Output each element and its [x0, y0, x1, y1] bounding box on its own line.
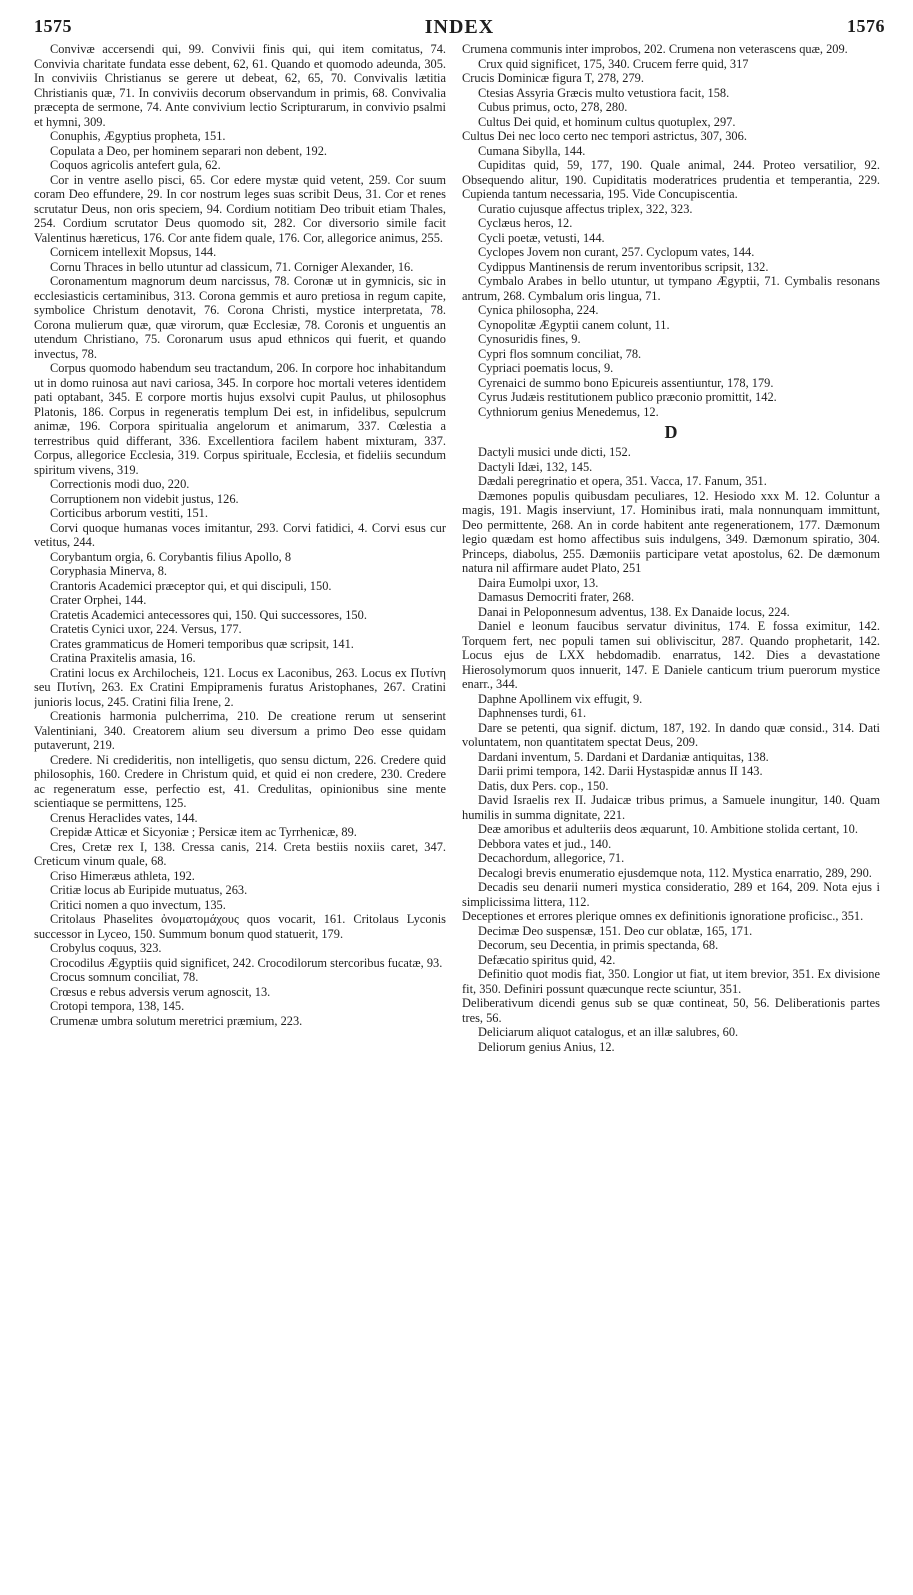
page-number-right: 1576	[847, 16, 885, 36]
index-entry: Conuphis, Ægyptius propheta, 151.	[50, 129, 226, 143]
index-entry: Cubus primus, octo, 278, 280.	[478, 100, 628, 114]
index-entry: Decalogi brevis enumeratio ejusdemque nota, 112. Mystica enarratio, 289, 290.	[478, 865, 872, 880]
index-entry: Damasus Democriti frater, 268.	[478, 590, 635, 604]
index-entry: Coronamentum magnorum deum narcissus, 78. Coronæ ut in gymnicis, sic in ecclesiasticis certaminibus, 313. Corona gemmis et auro pretiosa in regum capite, symbolice Christum denotavit, 76. Corona Christi, mystice interpretata, 78. Corona mulierum quæ, quæ virorum, quæ Ecclesiæ, 78. Coronis et unguentis an utendum Christiano, 75. Coronarum usus apud ethnicos qui fuerit, et quando invectus, 78.	[34, 274, 446, 361]
index-entry: Daphnenses turdi, 61.	[478, 706, 587, 720]
index-entry: Decimæ Deo suspensæ, 151. Deo cur oblatæ, 165, 171.	[478, 923, 753, 938]
running-title: INDEX	[424, 16, 495, 38]
index-entry: Criso Himeræus athleta, 192.	[50, 868, 195, 883]
index-entry: Defæcatio spiritus quid, 42.	[478, 952, 616, 967]
index-entry: Crocodilus Ægyptiis quid significet, 242. Crocodilorum stercoribus fucatæ, 93.	[50, 955, 443, 970]
right-entries-c	[462, 42, 880, 419]
index-entry: Dædali peregrinatio et opera, 351. Vacca, 17. Fanum, 351.	[478, 474, 767, 488]
index-entry: Cyclæus heros, 12.	[478, 216, 573, 230]
page-number-left: 1575	[34, 16, 72, 36]
right-column	[462, 42, 880, 1572]
index-entry: Cultus Dei quid, et hominum cultus quotuplex, 297.	[478, 114, 736, 129]
index-entry: Crates grammaticus de Homeri temporibus quæ scripsit, 141.	[50, 636, 354, 651]
index-entry: Corvi quoque humanas voces imitantur, 293. Corvi fatidici, 4. Corvi esus cur vetitus, 244.	[34, 520, 446, 549]
index-entry: Cultus Dei nec loco certo nec tempori astrictus, 307, 306.	[462, 129, 747, 143]
index-entry: Crucis Dominicæ figura T, 278, 279.	[462, 71, 644, 85]
index-entry: Danai in Peloponnesum adventus, 138. Ex Danaide locus, 224.	[478, 604, 790, 619]
index-entry: Cynopolitæ Ægyptii canem colunt, 11.	[478, 317, 670, 332]
index-entry: Deceptiones et errores plerique omnes ex definitionis ignoratione proficisc., 351.	[462, 909, 864, 923]
index-entry: Cypri flos somnum conciliat, 78.	[478, 346, 642, 361]
index-entry: Dare se petenti, qua signif. dictum, 187, 192. In dando quæ consid., 314. Dati voluntatem, non quantitatem spectat Deus, 209.	[462, 720, 880, 749]
index-entry: Ctesias Assyria Græcis multo vetustiora facit, 158.	[478, 85, 730, 100]
index-entry: Decadis seu denarii numeri mystica consideratio, 289 et 164, 209. Nota ejus i simplicissima littera, 112.	[462, 880, 880, 909]
index-entry: Deliciarum aliquot catalogus, et an illæ salubres, 60.	[478, 1025, 739, 1039]
index-entry: Critiæ locus ab Euripide mutuatus, 263.	[50, 883, 248, 897]
right-entries-d	[462, 445, 880, 1054]
index-entry: Crater Orphei, 144.	[50, 593, 147, 607]
index-entry: Cydippus Mantinensis de rerum inventoribus scripsit, 132.	[478, 259, 769, 274]
index-entry: Cornicem intellexit Mopsus, 144.	[50, 245, 217, 259]
index-entry: Creationis harmonia pulcherrima, 210. De creatione rerum ut senserint Valentiniani, 340. Creatorem alium seu diversum a primo Deo esse quidam putaverunt, 219.	[34, 709, 446, 752]
index-entry: Dæmones populis quibusdam peculiares, 12. Hesiodo xxx M. 12. Coluntur a magis, 191. Magis inserviunt, 17. Hominibus irati, mala nonnunquam immittunt, Deo permittente, 268. An in corde habitent ante regenerationem, 177. Dæmonum legio quædam est homo affectibus suis indulgens, 349. Dæmonum spiratio, 304. Princeps, diabolus, 255. Dæmoniis participare vetat apostolus, 62. De dæmonum natura nil affirmare audet Plato, 251	[462, 488, 880, 575]
index-entry: Convivæ accersendi qui, 99. Convivii finis qui, qui item comitatus, 74. Convivia charitate fundata esse debent, 62, 61. Quando et quomodo adeunda, 305. In conviviis Christianus se gerere ut debeat, 62, 65, 70. Convivalis lætitia Christianis quæ, 71. In conviviis decorum observandum in primis, 68. Convivalia præcepta de sermone, 74. Ante convivium lectio Scripturarum, in convivio psalmi et hymni, 309.	[34, 42, 446, 129]
index-entry: Cornu Thraces in bello utuntur ad classicum, 71. Corniger Alexander, 16.	[50, 259, 414, 274]
index-entry: Cumana Sibylla, 144.	[478, 143, 586, 158]
index-entry: Crepidæ Atticæ et Sicyoniæ ; Persicæ item ac Tyrrhenicæ, 89.	[50, 825, 357, 839]
index-entry: Cynosuridis fines, 9.	[478, 332, 581, 346]
index-entry: Crenus Heraclides vates, 144.	[50, 810, 198, 825]
index-entry: Cratini locus ex Archilocheis, 121. Locus ex Laconibus, 263. Locus ex Πυτίνη seu Πυτίνη, 263. Ex Cratini Empipramenis furatus Aristophanes, 267. Cratini junioris locus, 245. Cratini filia Irene, 2.	[34, 665, 446, 709]
index-entry: Cyrus Judæis restitutionem publico præconio promittit, 142.	[478, 390, 777, 404]
section-letter-d: D	[664, 422, 678, 442]
index-entry: Decachordum, allegorice, 71.	[478, 851, 625, 865]
index-entry: Dactyli Idæi, 132, 145.	[478, 459, 593, 474]
index-entry: Cratetis Academici antecessores qui, 150. Qui successores, 150.	[50, 607, 367, 622]
index-entry: Copulata a Deo, per hominem separari non debent, 192.	[50, 143, 327, 158]
index-entry: Dardani inventum, 5. Dardani et Dardaniæ antiquitas, 138.	[478, 749, 769, 764]
index-entry: Datis, dux Pers. cop., 150.	[478, 778, 609, 793]
index-entry: Daira Eumolpi uxor, 13.	[478, 575, 599, 590]
index-entry: Correctionis modi duo, 220.	[50, 477, 190, 491]
index-entry: Deæ amoribus et adulteriis deos æquarunt, 10. Ambitione stolida certant, 10.	[478, 822, 858, 836]
index-entry: Dactyli musici unde dicti, 152.	[478, 445, 631, 459]
index-entry: Cypriaci poematis locus, 9.	[478, 361, 614, 375]
index-entry: Corticibus arborum vestiti, 151.	[50, 506, 208, 520]
index-entry: Crocus somnum conciliat, 78.	[50, 970, 199, 984]
index-entry: Critolaus Phaselites ὀνοματομάχους quos vocarit, 161. Critolaus Lyconis successor in Lyceo, 150. Summum bonum quod statuerit, 179.	[34, 912, 446, 941]
index-entry: Deliorum genius Anius, 12.	[478, 1039, 615, 1054]
index-entry: Daniel e leonum faucibus servatur divinitus, 174. E fossa eximitur, 142. Torquem fert, nec populi tamen sui obliviscitur, 287. Quando prophetarit, 142. Locus ejus de LXX hebdomadib. enarratus, 142. Dies a devastatione Hierosolymorum quos innuerit, 147. E Daniele canticum trium puerorum mystice enarr., 344.	[462, 619, 880, 691]
index-entry: Definitio quot modis fiat, 350. Longior ut fiat, ut item brevior, 351. Ex divisione fit, 350. Definiri possunt quæcunque recte sciuntur, 351.	[462, 967, 880, 996]
index-entry: Coryphasia Minerva, 8.	[50, 564, 167, 578]
index-entry: Crobylus coquus, 323.	[50, 941, 162, 955]
index-entry: Crotopi tempora, 138, 145.	[50, 999, 185, 1013]
index-entry: Cres, Cretæ rex I, 138. Cressa canis, 214. Creta bestiis noxiis caret, 347. Creticum vinum quale, 68.	[34, 839, 446, 868]
index-entry: Cratina Praxitelis amasia, 16.	[50, 651, 196, 665]
index-entry: Cyrenaici de summo bono Epicureis assentiuntur, 178, 179.	[478, 375, 774, 390]
index-entry: Cycli poetæ, vetusti, 144.	[478, 230, 605, 245]
index-entry: Debbora vates et jud., 140.	[478, 836, 612, 851]
index-entry: Crœsus e rebus adversis verum agnoscit, 13.	[50, 984, 271, 999]
index-entry: Crumena communis inter improbos, 202. Crumena non veterascens quæ, 209.	[462, 42, 848, 56]
index-entry: Coquos agricolis antefert gula, 62.	[50, 158, 221, 172]
index-entry: David Israelis rex II. Judaicæ tribus primus, a Samuele inungitur, 140. Quam humilis in summa dignitate, 221.	[462, 793, 880, 822]
index-entry: Cynica philosopha, 224.	[478, 303, 599, 317]
page-header	[34, 16, 885, 44]
index-entry: Darii primi tempora, 142. Darii Hystaspidæ annus II 143.	[478, 764, 763, 778]
index-entry: Decorum, seu Decentia, in primis spectanda, 68.	[478, 938, 719, 952]
index-entry: Cupiditas quid, 59, 177, 190. Quale animal, 244. Proteo versatilior, 92. Obsequendo alitur, 190. Cupiditatis moderatrices prudentia et temperantia, 229. Cupienda tantum necessaria, 195. Vide Concupiscentia.	[462, 158, 880, 201]
index-entry: Cymbalo Arabes in bello utuntur, ut tympano Ægyptii, 71. Cymbalis resonans antrum, 268. Cymbalum oris lingua, 71.	[462, 274, 880, 303]
index-entry: Cythniorum genius Menedemus, 12.	[478, 404, 659, 419]
index-entry: Crantoris Academici præceptor qui, et qui discipuli, 150.	[50, 578, 332, 593]
index-entry: Cyclopes Jovem non curant, 257. Cyclopum vates, 144.	[478, 245, 755, 259]
index-entry: Corpus quomodo habendum seu tractandum, 206. In corpore hoc inhabitandum ut in domo ruinosa aut navi cariosa, 345. In corpore hoc mortali veteres identidem pati optabant, 345. E corpore mortis hujus exsolvi cupit Paulus, ut philosophus Platonis, 186. Corpus in regeneratis templum Dei est, in infidelibus, sepulcrum animæ, 196. Corpora spiritualia angelorum et animarum, 337. Cœlestia a terrestribus quid differant, 336. Excellentiora facilem habent mixturam, 337. Corpus, allegorice Ecclesia, 319. Corpus spirituale, Ecclesia, et fideliis secundum spiritum vivens, 319.	[34, 361, 446, 477]
index-entry: Cor in ventre asello pisci, 65. Cor edere mystæ quid vetent, 259. Cor suum coram Deo effundere, 29. In cor nostrum leges suas scribit Deus, 31. Cor et renes scrutatur Deus, non oris speciem, 94. Cordium notitiam Deo tribuit etiam Thales, 254. Cordium scrutator Deus quomodo sit, 282. Cor diversorio simile facit Valentinus hæreticus, 176. Cor ante fidem quale, 176. Cor, allegorice animus, 255.	[34, 172, 446, 245]
left-column	[34, 42, 446, 1572]
index-entry: Cratetis Cynici uxor, 224. Versus, 177.	[50, 622, 242, 636]
index-entry: Crumenæ umbra solutum meretrici præmium, 223.	[50, 1013, 303, 1028]
index-entry: Crux quid significet, 175, 340. Crucem ferre quid, 317	[478, 56, 749, 71]
index-entry: Critici nomen a quo invectum, 135.	[50, 897, 226, 912]
index-entry: Credere. Ni credideritis, non intelligetis, quo sensu dictum, 226. Credere quid philosophis, 160. Credere in Christum quid, et quid ei non credere, 230. Credere ac regeneratum esse, perfectio est, 41. Credulitas, opinionibus sine mente scientiaque se permittens, 125.	[34, 752, 446, 810]
index-entry: Corruptionem non videbit justus, 126.	[50, 491, 239, 506]
index-entry: Deliberativum dicendi genus sub se quæ contineat, 50, 56. Deliberationis partes tres, 56.	[462, 996, 880, 1025]
index-entry: Corybantum orgia, 6. Corybantis filius Apollo, 8	[50, 549, 292, 564]
index-entry: Daphne Apollinem vix effugit, 9.	[478, 691, 643, 706]
index-entry: Curatio cujusque affectus triplex, 322, 323.	[478, 201, 693, 216]
